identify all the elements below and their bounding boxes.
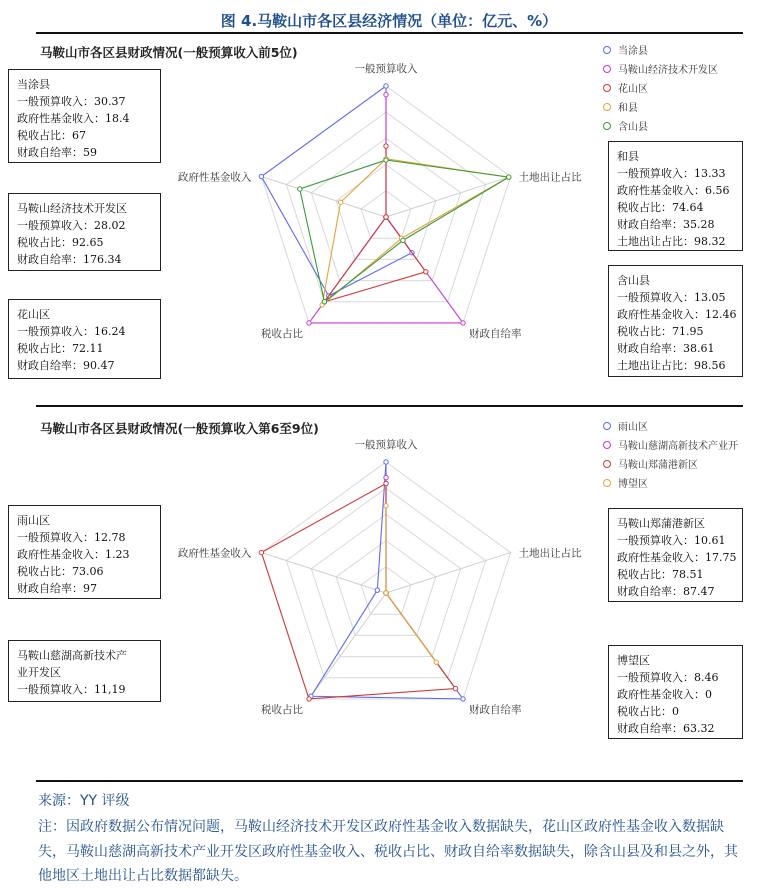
radar-axis-label: 财政自给率: [468, 327, 522, 340]
radar-series-line: [386, 506, 436, 662]
info-line: 一般预算收入：10.61: [617, 534, 726, 547]
figure-title: 图 4.马鞍山市各区县经济情况（单位：亿元、%）: [220, 12, 558, 30]
info-line: 一般预算收入：30.37: [17, 95, 126, 108]
legend-circle-icon: [603, 460, 611, 468]
radar-axis-label: 税收占比: [261, 327, 304, 340]
radar-series-line: [311, 462, 463, 699]
radar-axis-label: 土地出让占比: [518, 171, 582, 184]
legend-circle-icon: [603, 479, 611, 487]
info-line: 财政自给率：176.34: [17, 253, 122, 266]
info-line: 财政自给率：97: [17, 582, 97, 595]
legend-item[interactable]: [603, 416, 738, 435]
radar-data-point: [384, 460, 388, 464]
info-line: 政府性基金收入：6.56: [617, 184, 730, 197]
info-line: 当涂县: [17, 78, 50, 91]
info-line: 和县: [617, 150, 639, 163]
info-line: 马鞍山慈湖高新技术产: [17, 649, 127, 662]
info-line: 一般预算收入：12.78: [17, 531, 126, 544]
radar-data-point: [453, 686, 457, 690]
info-line: 一般预算收入：16.24: [17, 325, 126, 338]
info-line: 土地出让占比：98.56: [617, 359, 726, 372]
info-line: 政府性基金收入：12.46: [617, 308, 737, 321]
radar-axis-label: 土地出让占比: [518, 547, 582, 560]
legend-item[interactable]: [603, 435, 738, 454]
radar-data-point: [307, 697, 311, 701]
radar-axis-spoke: [261, 553, 386, 593]
info-line: 业开发区: [17, 666, 61, 679]
radar-axis-label: 一般预算收入: [354, 439, 418, 451]
info-line: 一般预算收入：11,19: [17, 683, 126, 696]
legend-label: 马鞍山慈湖高新技术产业开: [618, 441, 738, 452]
footer-note: 注：因政府数据公布情况问题，马鞍山经济技术开发区政府性基金收入数据缺失，花山区政府性基金收入数据缺失，马鞍山慈湖高新技术产业开发区政府性基金收入、税收占比、财政自给率数据缺失，除含山县及和县之外，其他地区土地出让占比数据都缺失。: [38, 819, 738, 884]
info-line: 一般预算收入：13.33: [617, 167, 726, 180]
legend-circle-icon: [603, 422, 611, 430]
radar-data-point: [384, 504, 388, 508]
info-line: 税收占比：72.11: [17, 342, 104, 355]
info-line: 一般预算收入：13.05: [617, 291, 726, 304]
info-line: 税收占比：92.65: [17, 236, 104, 249]
radar-axis-label: 税收占比: [261, 703, 304, 716]
legend-label: 马鞍山郑蒲港新区: [618, 460, 698, 471]
info-line: 博望区: [617, 654, 650, 667]
info-line: 财政自给率：63.32: [617, 722, 715, 735]
info-line: 税收占比：74.64: [617, 201, 704, 214]
radar-axis-spoke: [386, 553, 511, 593]
panel-2-legend: [603, 416, 738, 492]
radar-axis-spoke: [309, 593, 386, 699]
radar-data-point: [375, 588, 379, 592]
panel-2-subtitle: 马鞍山市各区县财政情况(一般预算收入第6至9位): [40, 421, 319, 436]
info-line: 土地出让占比：98.32: [617, 235, 726, 248]
info-line: 税收占比：67: [17, 129, 86, 142]
radar-axis-label: 政府性基金收入: [177, 547, 252, 560]
footer-rule: [36, 780, 743, 782]
info-box-bowang: [608, 645, 743, 739]
info-line: 政府性基金收入：0: [617, 688, 712, 701]
radar-axis-label: 政府性基金收入: [177, 171, 252, 184]
info-line: 税收占比：73.06: [17, 565, 104, 578]
radar-data-point: [384, 481, 388, 485]
legend-label: 花山区: [618, 84, 648, 95]
info-line: 政府性基金收入：18.4: [17, 112, 130, 125]
radar-data-point: [259, 550, 263, 554]
info-line: 财政自给率：35.28: [617, 218, 715, 231]
panel-1-subtitle: 马鞍山市各区县财政情况(一般预算收入前5位): [40, 45, 298, 60]
info-line: 花山区: [17, 308, 50, 321]
info-line: 财政自给率：90.47: [17, 359, 115, 372]
info-line: 政府性基金收入：1.23: [17, 548, 130, 561]
radar-axis-label: 一般预算收入: [354, 63, 418, 75]
legend-label: 含山县: [618, 122, 648, 133]
info-line: 税收占比：78.51: [617, 568, 704, 581]
radar-data-point: [384, 475, 388, 479]
info-box-zhengpu: [608, 508, 743, 602]
legend-label: 当涂县: [618, 46, 648, 57]
info-line: 含山县: [617, 274, 650, 287]
radar-data-point: [384, 591, 388, 595]
info-line: 雨山区: [17, 514, 50, 527]
legend-circle-icon: [603, 441, 611, 449]
info-line: 一般预算收入：28.02: [17, 219, 126, 232]
legend-item[interactable]: [603, 454, 738, 473]
radar-data-point: [461, 697, 465, 701]
info-line: 财政自给率：87.47: [617, 585, 715, 598]
info-line: 财政自给率：59: [17, 146, 97, 159]
info-line: 税收占比：71.95: [617, 325, 704, 338]
radar-series-line: [261, 484, 455, 699]
info-line: 马鞍山经济技术开发区: [17, 202, 127, 215]
footer-source: 来源：YY 评级: [38, 793, 130, 809]
info-box-cihu: [8, 640, 161, 702]
legend-item[interactable]: [603, 473, 738, 492]
legend-label: 博望区: [618, 479, 648, 490]
info-line: 税收占比：0: [617, 705, 679, 718]
legend-label: 马鞍山经济技术开发区: [618, 65, 718, 76]
info-line: 一般预算收入：8.46: [617, 671, 719, 684]
radar-data-point: [434, 660, 438, 664]
info-line: 财政自给率：38.61: [617, 342, 715, 355]
radar-axis-label: 财政自给率: [468, 703, 522, 716]
legend-label: 雨山区: [618, 422, 648, 433]
info-line: 政府性基金收入：17.75: [617, 551, 737, 564]
legend-label: 和县: [618, 103, 638, 114]
info-line: 马鞍山郑蒲港新区: [617, 517, 705, 530]
info-box-yushan: [8, 505, 161, 599]
